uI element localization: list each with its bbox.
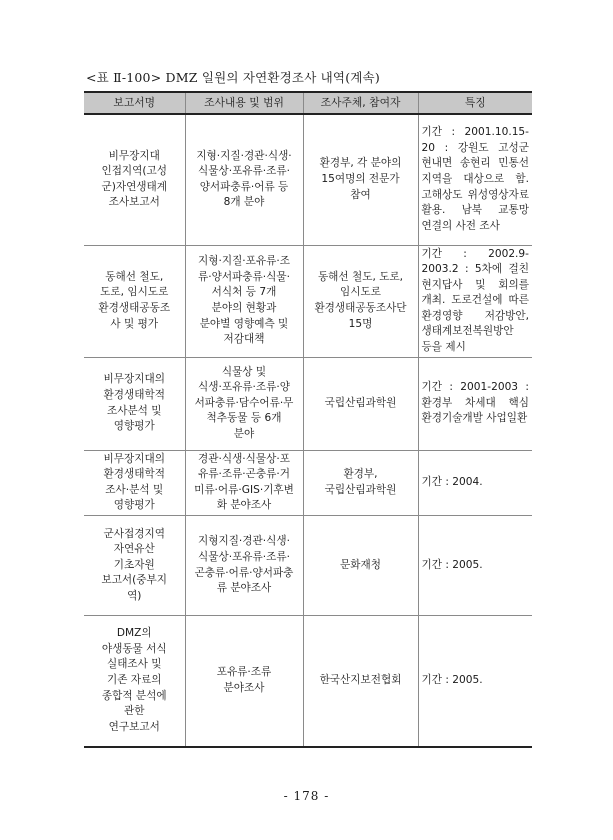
agency-cell-line: 15명 xyxy=(348,317,373,330)
survey-table xyxy=(84,91,532,748)
scope-cell-line: 척추동물 등 6개 xyxy=(206,412,282,425)
report-name-cell xyxy=(84,616,185,747)
report-name-cell xyxy=(84,357,185,450)
report-name-cell-line: 조사보고서 xyxy=(108,196,160,209)
agency-cell xyxy=(303,616,418,747)
scope-cell-line: 지형·지질·포유류·조 xyxy=(198,255,290,268)
agency-cell xyxy=(303,450,418,515)
header-report-name: 보고서명 xyxy=(84,92,185,114)
scope-cell-line: 류·양서파충류·식물· xyxy=(198,270,290,283)
report-name-cell-line: 군)자연생태계 xyxy=(101,180,168,193)
report-name-cell-line: 인접지역(고성 xyxy=(101,165,168,178)
page-number: - 178 - xyxy=(283,789,330,803)
scope-cell-line: 서식처 등 7개 xyxy=(211,286,277,299)
agency-cell-line: 임시도로 xyxy=(340,286,381,299)
table-header-row xyxy=(84,92,532,114)
scope-cell-line: 화 분야조사 xyxy=(216,499,272,512)
report-name-cell-line: 영향평가 xyxy=(113,420,155,433)
scope-cell xyxy=(185,516,303,616)
header-scope: 조사내용 및 범위 xyxy=(185,92,303,114)
report-name-cell-line: 비무장지대 xyxy=(108,149,160,162)
table-row xyxy=(84,616,532,747)
header-agency: 조사주체, 참여자 xyxy=(303,92,418,114)
report-name-cell-line: 조사분석 및 xyxy=(106,404,162,417)
scope-cell-line: 분야의 현황과 xyxy=(211,302,277,315)
report-name-cell-line: 환경생태학적 xyxy=(103,468,165,481)
table-row xyxy=(84,516,532,616)
report-name-cell xyxy=(84,516,185,616)
agency-cell xyxy=(303,114,418,245)
report-name-cell-line: 연구보고서 xyxy=(108,720,160,733)
scope-cell-line: 식물상·포유류·조류· xyxy=(198,165,290,178)
scope-cell-line: 류 분야조사 xyxy=(216,582,272,595)
scope-cell-line: 경관·식생·식물상·포 xyxy=(198,452,290,465)
table-caption: <표 Ⅱ-100> DMZ 일원의 자연환경조사 내역(계속) xyxy=(86,70,380,85)
feature-cell: 기간 : 2002.9-2003.2 : 5차에 걸친 현지답사 및 회의를 개최. 도로건설에 따른 환경영향 저감방안, 생태계보전복원방안 등을 제시 xyxy=(418,245,532,357)
report-name-cell-line: 보고서(중부지 xyxy=(101,574,168,587)
scope-cell-line: 식물상 및 xyxy=(221,365,267,378)
scope-cell xyxy=(185,357,303,450)
report-name-cell-line: 비무장지대의 xyxy=(103,373,165,386)
report-name-cell-line: DMZ의 xyxy=(116,627,152,640)
agency-cell-line: 환경부, 각 분야의 xyxy=(319,157,402,170)
agency-cell-line: 동해선 철도, 도로, xyxy=(317,270,404,283)
scope-cell-line: 분야별 영향예측 및 xyxy=(199,317,289,330)
scope-cell-line: 분야조사 xyxy=(223,681,265,694)
report-name-cell-line: 종합적 분석에 xyxy=(101,689,167,702)
scope-cell-line: 유류·조류·곤충류·거 xyxy=(198,468,290,481)
feature-cell: 기간 : 2005. xyxy=(418,516,532,616)
report-name-cell xyxy=(84,114,185,245)
scope-cell xyxy=(185,450,303,515)
table-row xyxy=(84,245,532,357)
scope-cell-line: 미류·어류·GIS·기후변 xyxy=(194,483,294,496)
report-name-cell-line: 동해선 철도, xyxy=(105,270,164,283)
scope-cell-line: 8개 분야 xyxy=(223,196,265,209)
agency-cell-line: 환경부, xyxy=(343,468,378,481)
table-row xyxy=(84,114,532,245)
report-name-cell-line: 사 및 평가 xyxy=(110,317,159,330)
table-row xyxy=(84,357,532,450)
scope-cell-line: 포유류·조류 xyxy=(216,666,272,679)
report-name-cell-line: 역) xyxy=(127,589,142,602)
feature-cell: 기간 : 2004. xyxy=(418,450,532,515)
agency-cell-line: 참여 xyxy=(350,188,371,201)
report-name-cell xyxy=(84,450,185,515)
scope-cell-line: 지형·지질·경관·식생· xyxy=(196,149,292,162)
agency-cell-line: 한국산지보전협회 xyxy=(319,673,402,686)
report-name-cell-line: 조사·분석 및 xyxy=(105,483,164,496)
table-row xyxy=(84,450,532,515)
report-name-cell-line: 영향평가 xyxy=(113,499,155,512)
report-name-cell-line: 환경생태학적 xyxy=(103,389,165,402)
feature-cell: 기간 : 2001-2003 : 환경부 차세대 핵심 환경기술개발 사업일환 xyxy=(418,357,532,450)
agency-cell-line: 국립산림과학원 xyxy=(324,483,397,496)
feature-cell: 기간 : 2005. xyxy=(418,616,532,747)
scope-cell-line: 식생·포유류·조류·양 xyxy=(198,381,290,394)
scope-cell xyxy=(185,245,303,357)
report-name-cell-line: 야생동물 서식 xyxy=(101,642,167,655)
report-name-cell-line: 기초자원 xyxy=(113,558,155,571)
report-name-cell-line: 기존 자료의 xyxy=(106,673,162,686)
scope-cell xyxy=(185,616,303,747)
agency-cell-line: 문화재청 xyxy=(340,558,381,571)
scope-cell-line: 식물상·포유류·조류· xyxy=(198,550,290,563)
scope-cell-line: 분야 xyxy=(233,428,255,441)
report-name-cell-line: 비무장지대의 xyxy=(103,452,165,465)
report-name-cell-line: 환경생태공동조 xyxy=(98,302,171,315)
header-feature: 특징 xyxy=(418,92,532,114)
scope-cell-line: 곤충류·어류·양서파충 xyxy=(194,566,294,579)
agency-cell-line: 환경생태공동조사단 xyxy=(314,302,407,315)
feature-cell: 기간 : 2001.10.15-20 : 강원도 고성군 현내면 송현리 민통선 지역을 대상으로 함. 고해상도 위성영상자료 활용. 남북 교통망 연결의 사전 조사 xyxy=(418,114,532,245)
scope-cell-line: 저감대책 xyxy=(223,333,265,346)
report-name-cell xyxy=(84,245,185,357)
scope-cell-line: 지형지질·경관·식생· xyxy=(198,535,290,548)
agency-cell xyxy=(303,245,418,357)
report-name-cell-line: 군사접경지역 xyxy=(103,527,165,540)
scope-cell-line: 서파충류·담수어류·무 xyxy=(194,396,294,409)
report-name-cell-line: 자연유산 xyxy=(113,543,155,556)
report-name-cell-line: 관한 xyxy=(124,705,145,718)
agency-cell xyxy=(303,516,418,616)
agency-cell-line: 국립산림과학원 xyxy=(324,396,397,409)
agency-cell-line: 15여명의 전문가 xyxy=(321,172,400,185)
report-name-cell-line: 실태조사 및 xyxy=(106,658,162,671)
scope-cell xyxy=(185,114,303,245)
scope-cell-line: 양서파충류·어류 등 xyxy=(199,180,289,193)
agency-cell xyxy=(303,357,418,450)
report-name-cell-line: 도로, 임시도로 xyxy=(100,286,169,299)
